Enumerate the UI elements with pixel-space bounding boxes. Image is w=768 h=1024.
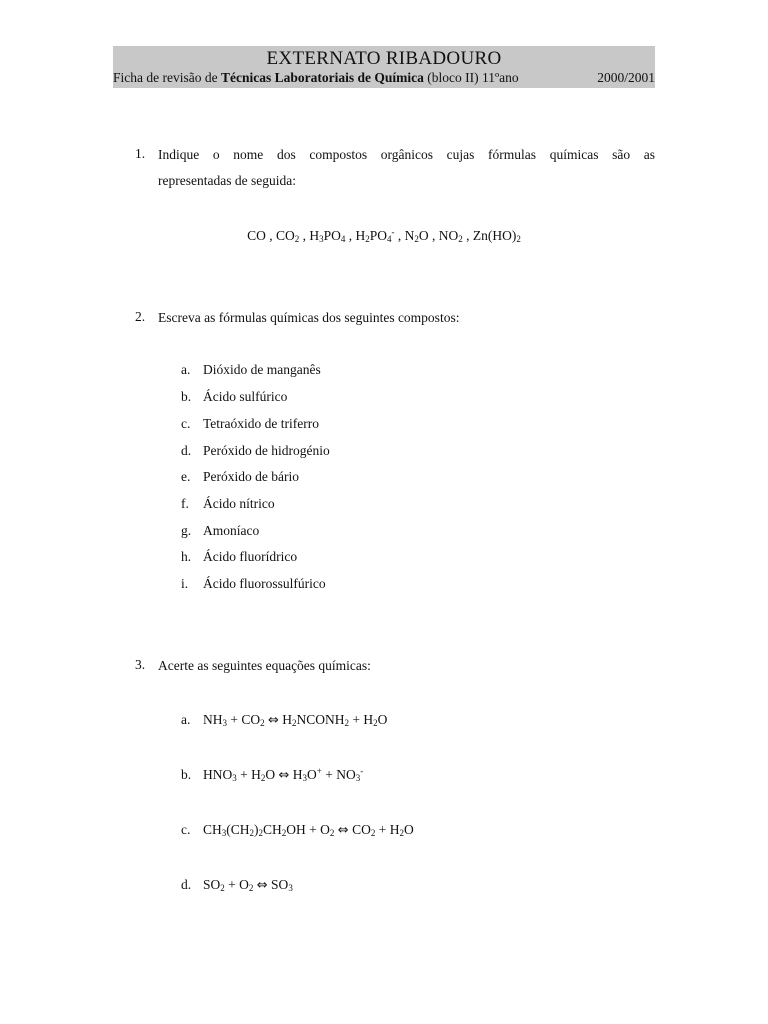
equation-b: $HNO_3 + H_2O$ ⇔ $H_3O^+ + NO_3^-$ <box>203 766 364 783</box>
document-header <box>113 46 655 88</box>
question-3-item-letter: c. <box>181 822 191 837</box>
question-2-item-text: Ácido sulfúrico <box>203 389 288 404</box>
question-2-item-letter: g. <box>181 523 192 538</box>
question-3-item-letter: b. <box>181 767 192 782</box>
question-2-item-letter: d. <box>181 443 192 458</box>
equation-d: $SO_2 + O_2$ ⇔ $SO_3$ <box>203 877 293 893</box>
question-3-item-letter: a. <box>181 712 191 727</box>
question-2-item-text: Ácido fluorossulfúrico <box>203 576 326 591</box>
subtitle-subject: Técnicas Laboratoriais de Química <box>220 70 424 85</box>
question-2-item-letter: c. <box>181 416 191 431</box>
question-2-item-text: Tetraóxido de triferro <box>203 416 320 431</box>
question-3-text: Acerte as seguintes equações químicas: <box>158 658 371 673</box>
question-2-item-text: Ácido fluorídrico <box>203 549 298 564</box>
question-1-formulas: CO , $CO_2$ , $H_3PO_4$ , $H_2PO_4^-$ , $N_2O$ , $NO_2$ , $Zn(HO)_2$ <box>247 227 521 244</box>
question-2-text: Escreva as fórmulas químicas dos seguintes compostos: <box>158 310 460 325</box>
question-2-item-text: Amoníaco <box>203 523 260 538</box>
equilibrium-arrow-icon: ⇔ <box>278 768 290 783</box>
question-2-item-text: Ácido nítrico <box>203 496 275 511</box>
equilibrium-arrow-icon: ⇔ <box>268 713 279 728</box>
question-3-item-letter: d. <box>181 877 192 892</box>
question-3-number: 3. <box>135 657 146 672</box>
question-2-item-text: Dióxido de manganês <box>203 362 321 377</box>
question-2-item-text: Peróxido de bário <box>203 469 299 484</box>
question-2-number: 2. <box>135 309 146 324</box>
subtitle-prefix: Ficha de revisão de <box>113 70 221 85</box>
equation-c: $CH_3(CH_2)_2CH_2OH + O_2$ ⇔ $CO_2 + H_2O$ <box>203 822 414 838</box>
question-2-item-letter: a. <box>181 362 191 377</box>
question-2-item-letter: e. <box>181 469 191 484</box>
question-2-item-letter: f. <box>181 496 189 511</box>
question-2-item-letter: b. <box>181 389 192 404</box>
school-year: 2000/2001 <box>597 70 655 85</box>
question-1-line-1: Indique o nome dos compostos orgânicos cujas fórmulas químicas são as <box>158 147 655 162</box>
question-2-item-letter: i. <box>181 576 189 591</box>
school-name: EXTERNATO RIBADOURO <box>266 48 502 69</box>
question-2-item-letter: h. <box>181 549 192 564</box>
equation-a: $NH_3 + CO_2$ ⇔ $H_2NCONH_2 + H_2O$ <box>203 712 388 728</box>
equilibrium-arrow-icon: ⇔ <box>337 823 349 838</box>
worksheet-subtitle <box>113 70 655 86</box>
subtitle-suffix: (bloco II) 11ºano <box>423 70 519 85</box>
question-2-item-text: Peróxido de hidrogénio <box>203 443 330 458</box>
question-1-line-2: representadas de seguida: <box>158 173 296 188</box>
question-1-number: 1. <box>135 146 146 161</box>
equilibrium-arrow-icon: ⇔ <box>256 878 268 893</box>
